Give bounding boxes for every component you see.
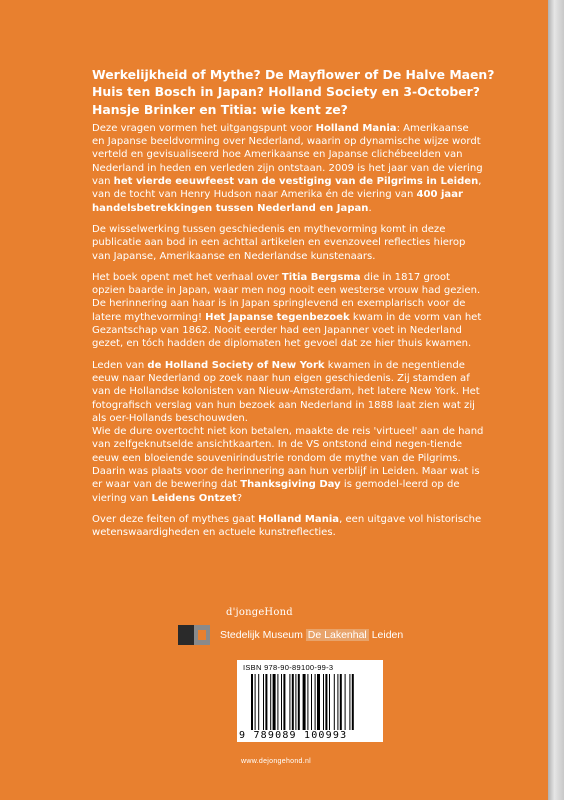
page-edge	[548, 0, 564, 800]
headline-line-1: Werkelijkheid of Mythe? De Mayflower of De Halve Maen?	[92, 67, 495, 82]
paragraph-closing	[92, 513, 484, 540]
text-run: Over deze feiten of mythes gaat	[92, 513, 259, 525]
text-run: kwamen in de negentiende eeuw naar Nederland op zoek naar hun eigen geschiedenis. Zij stamden af van de Hollandse kolonisten van Nieuw-Amsterdam, het latere New York. Het fotografisch verslag van hun bezoek aan Nederland in 1888 laat zien wat zij als oer-Hollands beschouwden.	[92, 359, 480, 424]
paragraph-interaction: De wisselwerking tussen geschiedenis en mythevorming komt in deze publicatie aan bod in een achttal artikelen en evenzoveel reflecties hierop van Japanse, Amerikaanse en Nederlandse kunstenaars.	[92, 223, 466, 262]
museum-city: Leiden	[371, 629, 404, 641]
text-run: Het boek opent met het verhaal over	[92, 271, 282, 283]
text-run: kwam in de vorm van het Gezantschap van 1862. Nooit eerder had een Japanner voet in Nederland gezet, en tóch hadden de diplomaten het gevoel dat ze hier thuis kwamen.	[92, 311, 482, 350]
museum-mark-icon	[178, 625, 216, 645]
museum-name-highlight: De Lakenhal	[307, 629, 367, 641]
emphasis: Titia Bergsma	[281, 271, 361, 283]
emphasis: de Holland Society of New York	[147, 359, 325, 371]
text-run: .	[368, 202, 372, 214]
text-run: is gemodel-leerd op de viering van	[92, 479, 460, 504]
text-run: Deze vragen vormen het uitgangspunt voor	[92, 122, 316, 134]
paragraph-pilgrims	[92, 425, 484, 505]
text-run: die in 1817 groot opzien baarde in Japan, waar men nog nooit een westerse vrouw had gezien. De herinnering aan haar is in Japan springlevend en exemplarisch voor de latere mythevorming!	[92, 271, 481, 323]
text-run: , een uitgave vol historische wetenswaardigheden en actuele kunstreflecties.	[92, 513, 482, 539]
headline-line-3: Hansje Brinker en Titia: wie kent ze?	[92, 101, 348, 117]
text-run: ?	[236, 492, 243, 504]
headline-line-2: Huis ten Bosch in Japan? Holland Society en 3-October?	[92, 84, 480, 100]
text-run: Leden van	[92, 359, 148, 371]
paragraph-titia	[92, 271, 484, 351]
publisher-logo: d'jongeHond	[226, 607, 293, 618]
emphasis: Thanksgiving Day	[240, 479, 341, 491]
emphasis: Holland Mania	[315, 122, 397, 134]
website-url: www.dejongehond.nl	[241, 758, 312, 765]
emphasis: 400 jaar handelsbetrekkingen tussen Nederland en Japan	[92, 189, 463, 214]
emphasis: Holland Mania	[258, 513, 340, 525]
text-run: : Amerikaanse en Japanse beeldvorming over Nederland, waarin op dynamische wijze wordt verteld en gevisualiseerd hoe Amerikaanse en Japanse clichébeelden van Nederland in heden en verleden zijn ontstaan. 2009 is het jaar van de viering van	[92, 122, 483, 188]
text-run: Wie de dure overtocht niet kon betalen, maakte de reis 'virtueel' aan de hand van zelfgeknutselde ansichtkaarten. In de VS ontstond eind negen-tiende eeuw een bloeiende souvenirindustrie rondom de mythe van de Pilgrims. Daarin was plaats voor de herinnering aan hun verblijf in Leiden. Maar wat is er waar van de bewering dat	[92, 426, 484, 491]
emphasis: Leidens Ontzet	[151, 492, 237, 504]
paragraph-intro	[92, 122, 484, 215]
blurb-text	[92, 66, 495, 548]
text-run: , van de tocht van Henry Hudson naar Amerika én de viering van	[92, 176, 482, 201]
barcode-digits: 9 789089 100993	[239, 730, 348, 741]
museum-name	[220, 629, 403, 641]
barcode-bars-icon	[251, 674, 375, 730]
emphasis: het vierde eeuwfeest van de vestiging van de Pilgrims in Leiden	[113, 176, 479, 188]
museum-name-text: Stedelijk Museum	[220, 629, 303, 641]
paragraph-holland-society	[92, 359, 484, 425]
emphasis: Het Japanse tegenbezoek	[205, 311, 350, 323]
museum-logo	[178, 625, 403, 645]
isbn-label: ISBN 978-90-89100-99-3	[243, 663, 334, 672]
headline	[92, 66, 495, 118]
barcode	[237, 660, 383, 742]
